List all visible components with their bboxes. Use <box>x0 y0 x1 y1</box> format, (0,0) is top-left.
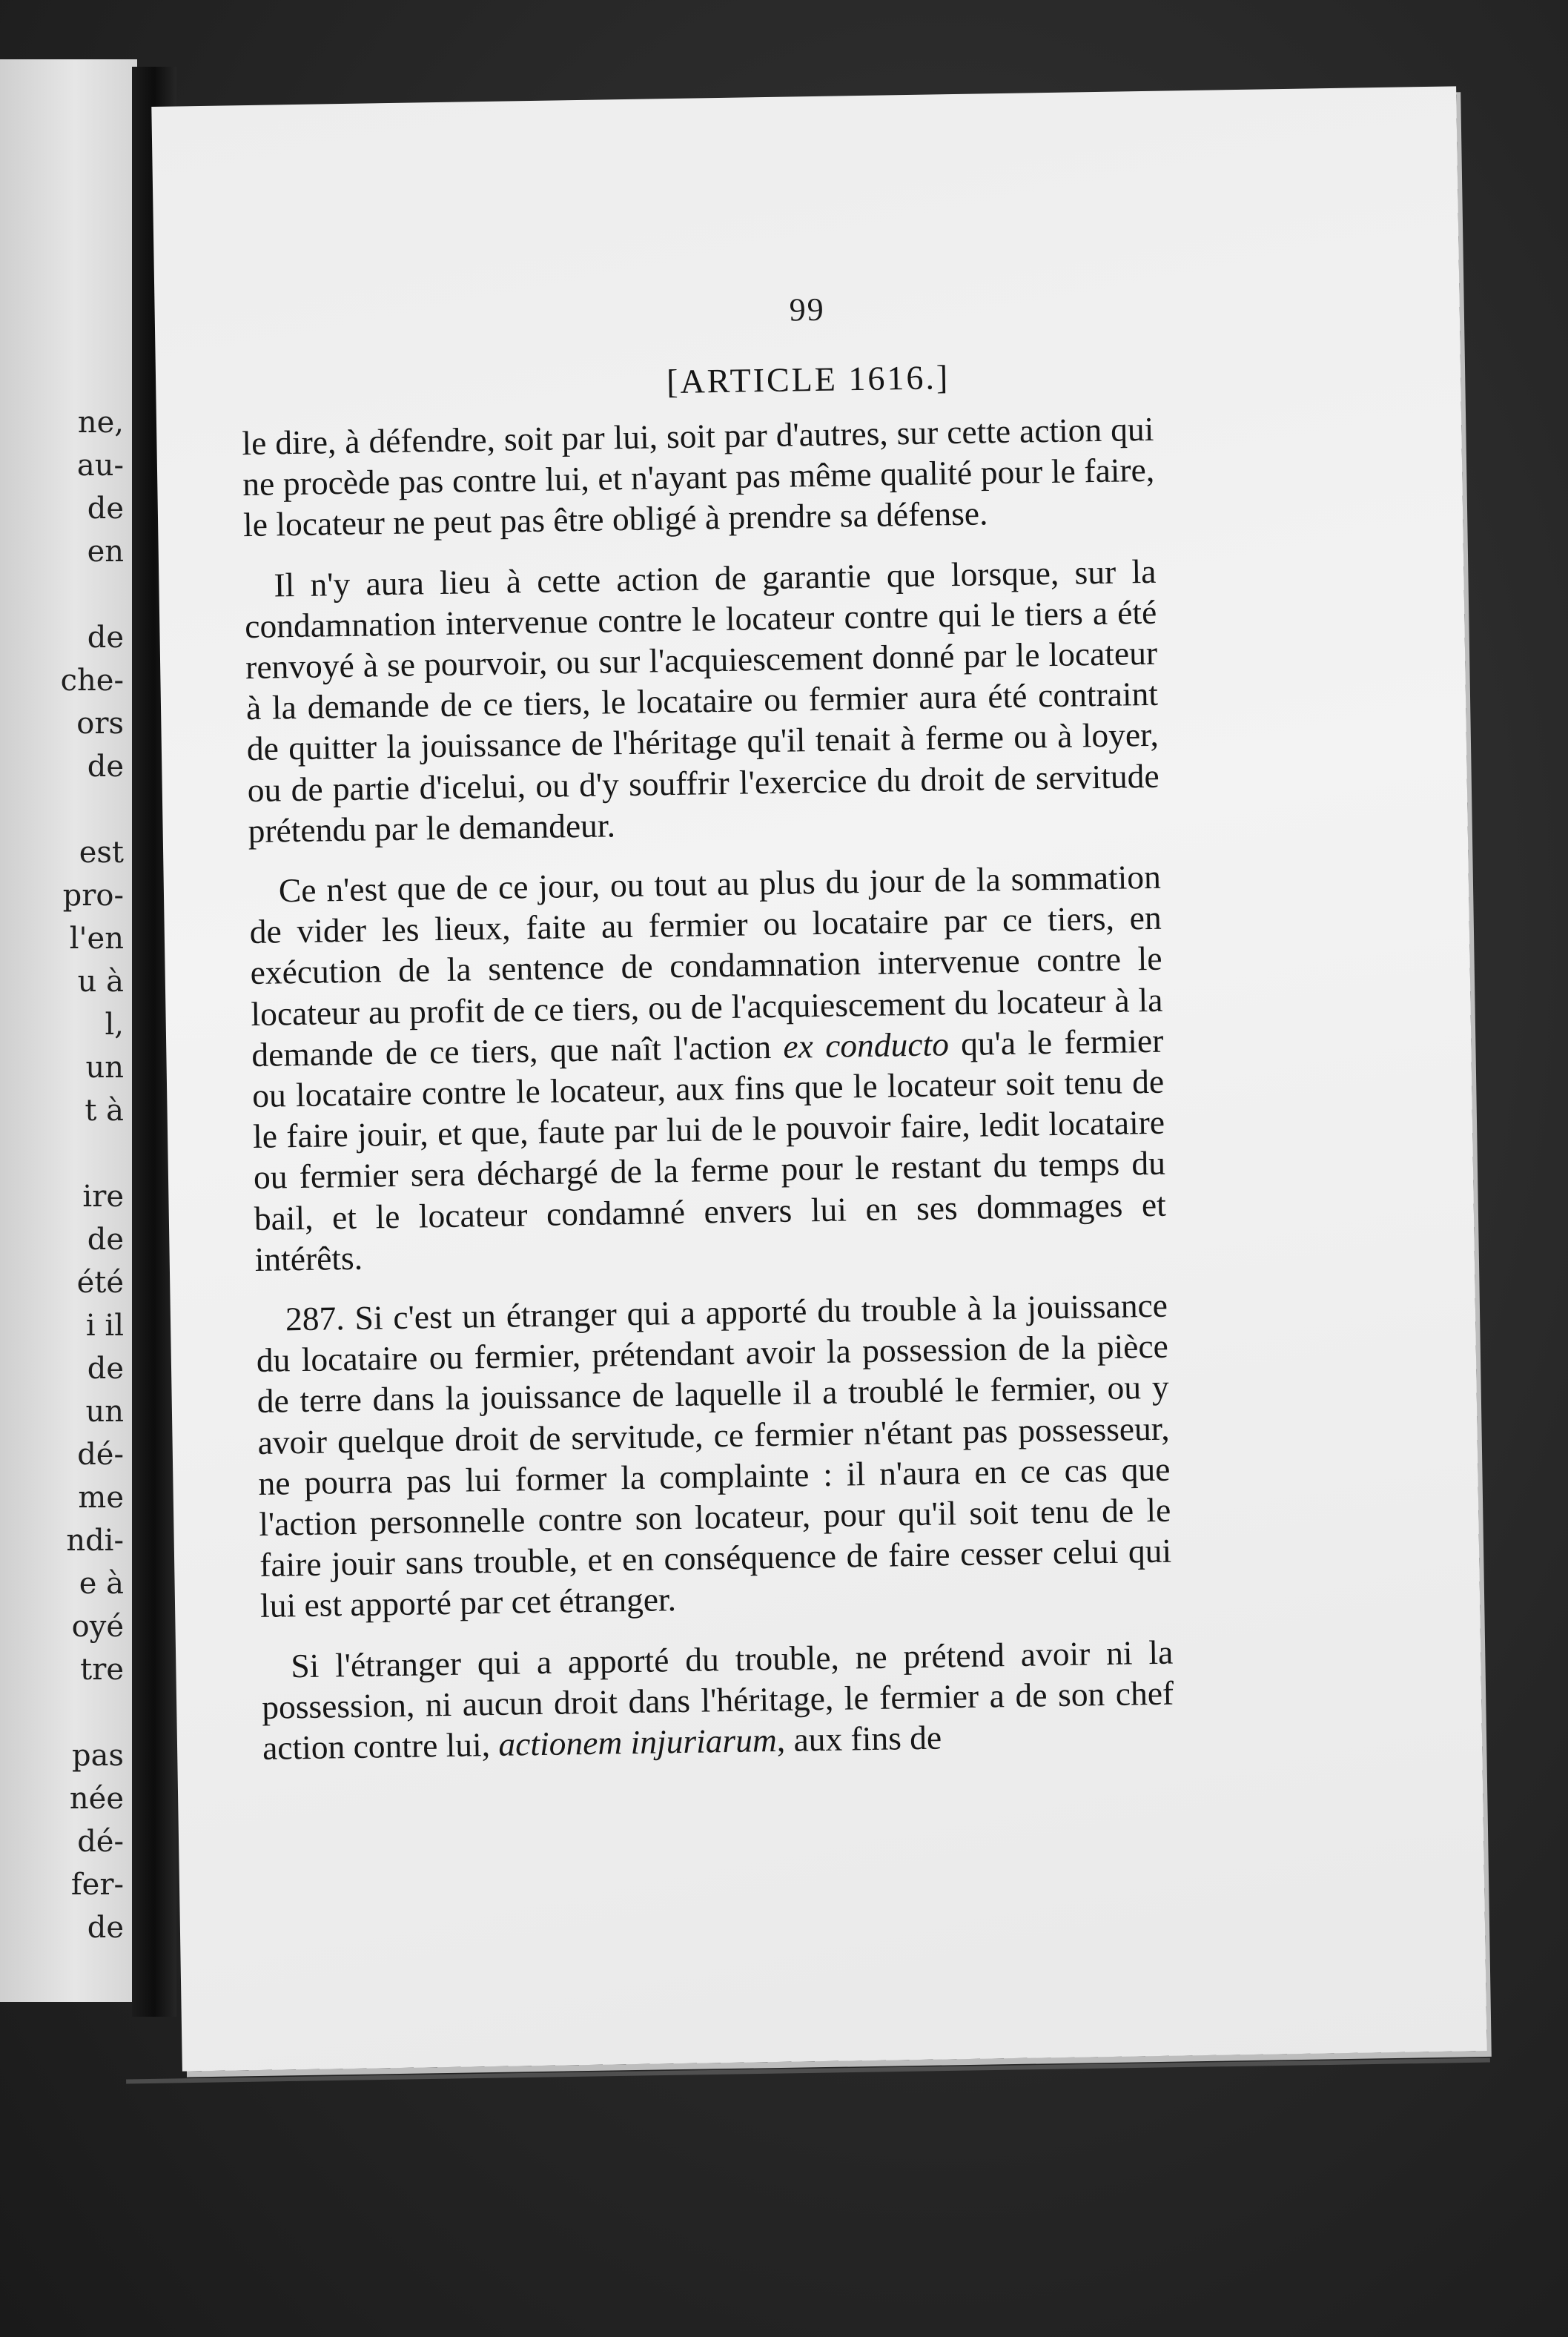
paragraph-continuation <box>242 409 1155 546</box>
left-fragment: au- <box>76 449 124 483</box>
book-page <box>151 86 1486 2071</box>
paragraph <box>244 550 1160 851</box>
left-fragment: est <box>79 836 124 870</box>
left-fragment: née <box>69 1782 124 1816</box>
paragraph-text: , aux fins de <box>776 1718 942 1759</box>
latin-term: ex conducto <box>783 1025 950 1065</box>
paragraph-text: Il n'y aura lieu à cette action de garantie que lorsque, sur la condamnation intervenue contre le locateur contre qui le tiers a été renvoyé à se pourvoir, ou sur l'acquiescement donné par le locateur à la demande de ce tiers, le locataire ou fermier aura été contraint de quitter la jouissance de l'héritage qu'il tenait à ferme ou à loyer, ou de partie d'icelui, ou d'y souffrir l'exercice du droit de servitude prétendu par le demandeur. <box>244 552 1160 850</box>
paragraph-numbered <box>256 1285 1173 1627</box>
left-fragment: i il <box>85 1309 124 1343</box>
paragraph-text: qu'a le fermier ou locataire contre le locateur, aux fins que le locateur soit tenu de le faire jouir, et que, faute par lui de le pouvoir faire, ledit locataire ou fermier sera déchargé de la ferme pour le restant du temps du bail, et le locateur condamné envers lui en ses dommages et intérêts. <box>251 1021 1167 1278</box>
facing-page-fragment <box>0 59 137 2002</box>
left-fragment: pro- <box>62 879 124 913</box>
left-fragment: de <box>87 1223 124 1257</box>
left-fragment: de <box>87 750 124 784</box>
left-fragment: ire <box>82 1180 124 1214</box>
left-fragment: ne, <box>77 406 124 440</box>
paragraph-text: Ce n'est que de ce jour, ou tout au plus du jour de la sommation de vider les lieux, faite au fermier ou locataire par ce tiers, en exécution de la sentence de condamnation intervenue contre le locateur au profit de ce tiers, ou de l'acquiescement du locateur à la demande de ce tiers, que naît l'action <box>249 857 1163 1074</box>
left-fragment: l, <box>105 1008 124 1042</box>
left-fragment: che- <box>60 664 124 698</box>
left-fragment: été <box>76 1266 124 1300</box>
left-fragment: ors <box>76 707 124 741</box>
left-fragment: tre <box>80 1653 124 1687</box>
left-fragment: de <box>87 1911 124 1945</box>
left-fragment: un <box>85 1395 124 1429</box>
paragraph <box>261 1631 1174 1768</box>
left-fragment: oyé <box>71 1610 124 1644</box>
paragraph-text: Si l'étranger qui a apporté du trouble, ne prétend avoir ni la possession, ni aucun droit dans l'héritage, le fermier a de son chef action contre lui, <box>261 1633 1174 1767</box>
paragraph <box>248 856 1167 1280</box>
left-fragment: de <box>87 492 124 526</box>
left-fragment: e à <box>79 1567 124 1601</box>
page-number: 99 <box>789 291 826 328</box>
left-fragment: t à <box>85 1094 124 1128</box>
left-fragment: fer- <box>70 1868 124 1902</box>
left-fragment: l'en <box>69 922 124 956</box>
left-fragment: de <box>87 1352 124 1386</box>
paragraph-text: 287. Si c'est un étranger qui a apporté du trouble à la jouissance du locataire ou fermier, prétendant avoir la possession de la pièce de terre dans la jouissance de laquelle il a troublé le fermier, ou y avoir quelque droit de servitude, ce fermier n'étant pas possesseur, ne pourra pas lui former la complainte : il n'aura en ce cas que l'action personnelle contre son locateur, pour qu'il soit tenu de le faire jouir sans trouble, et en conséquence de faire cesser celui qui lui est apporté par cet étranger. <box>256 1286 1172 1625</box>
left-fragment: de <box>87 621 124 655</box>
left-fragment: me <box>78 1481 124 1515</box>
left-fragment: ndi- <box>66 1524 124 1558</box>
latin-term: actionem injuriarum <box>498 1721 778 1763</box>
left-fragment: dé- <box>77 1438 124 1472</box>
paragraph-text: le dire, à défendre, soit par lui, soit par d'autres, sur cette action qui ne procède pas contre lui, et n'ayant pas même qualité pour le faire, le locateur ne peut pas être obligé à prendre sa défense. <box>242 409 1155 544</box>
left-fragment: en <box>87 535 124 569</box>
left-fragment: u à <box>77 965 124 999</box>
article-heading: [ARTICLE 1616.] <box>666 358 950 401</box>
left-fragment: dé- <box>77 1825 124 1859</box>
left-fragment: un <box>85 1051 124 1085</box>
left-fragment: pas <box>72 1739 124 1773</box>
page-body <box>242 409 1175 1788</box>
